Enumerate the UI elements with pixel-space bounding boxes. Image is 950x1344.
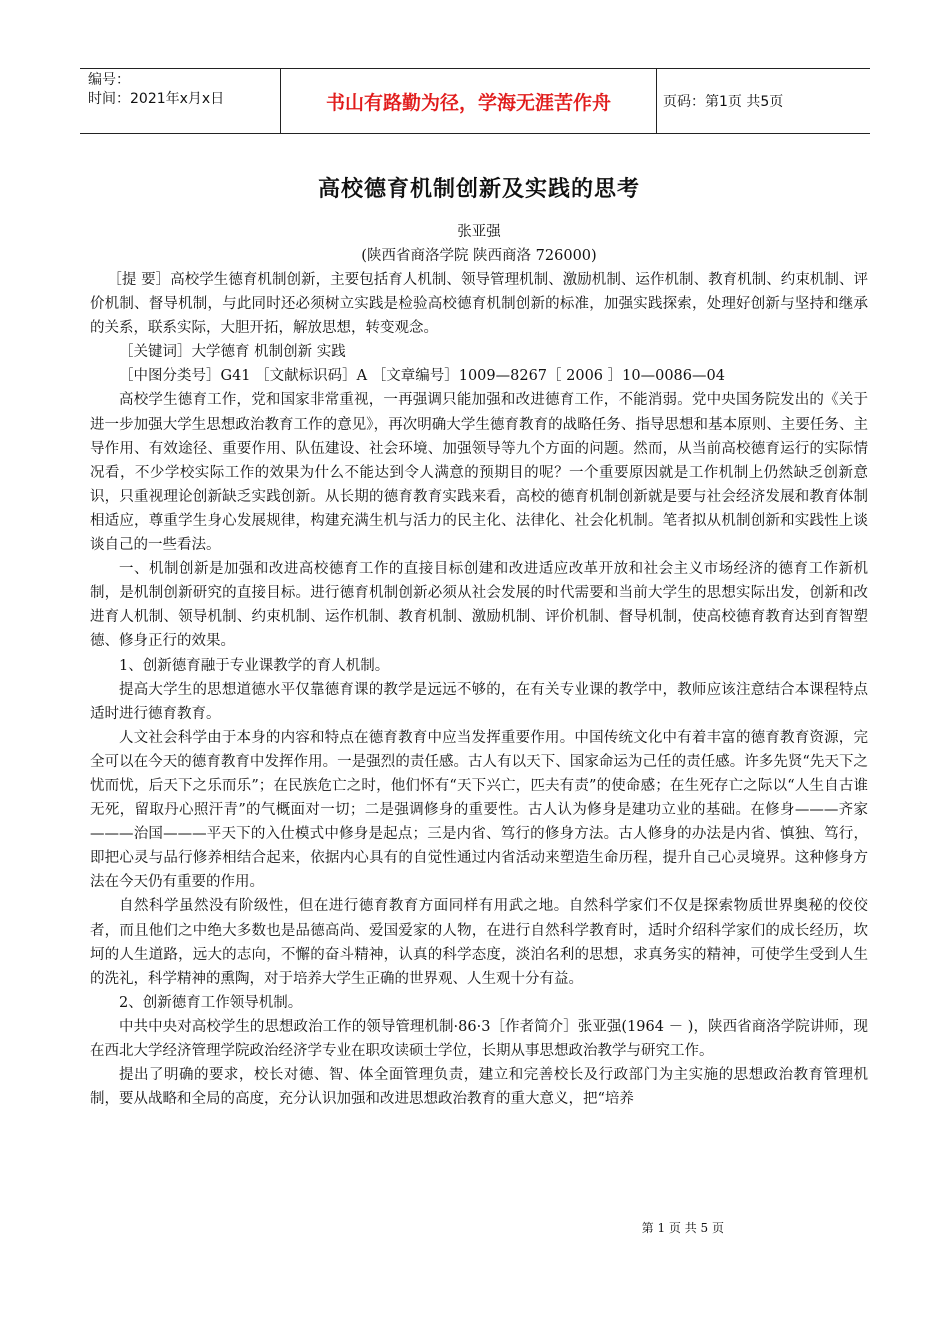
- date-label: 时间：2021年x月x日: [88, 91, 225, 107]
- abstract-paragraph: ［提 要］高校学生德育机制创新，主要包括育人机制、领导管理机制、激励机制、运作机制、教育机制、约束机制、评价机制、督导机制，与此同时还必须树立实践是检验高校德育机制创新的标准，加强实践探索，处理好创新与坚持和继承的关系，联系实际，大胆开拓，解放思想，转变观念。: [90, 272, 868, 337]
- body-paragraph: 中共中央对高校学生的思想政治工作的领导管理机制·86·3［作者简介］张亚强(1964 － )，陕西省商洛学院讲师，现在西北大学经济管理学院政治经济学专业在职攻读硕士学位，长期从事思想政治教学与研究工作。: [90, 1018, 868, 1059]
- body-paragraph: 高校学生德育工作，党和国家非常重视，一再强调只能加强和改进德育工作，不能消弱。党中央国务院发出的《关于进一步加强大学生思想政治教育工作的意见》，再次明确大学生德育教育的战略任务、指导思想和基本原则、主要任务、主导作用、有效途径、重要作用、队伍建设、社会环境、加强领导等九个方面的问题。然而，从当前高校德育运行的实际情况看，不少学校实际工作的效果为什么不能达到令人满意的预期目的呢？一个重要原因就是工作机制上仍然缺乏创新意识，只重视理论创新缺乏实践创新。从长期的德育教育实践来看，高校的德育机制创新就是要与社会经济发展和教育体制相适应，尊重学生身心发展规律，构建充满生机与活力的民主化、法律化、社会化机制。笔者拟从机制创新和实践性上谈谈自己的一些看法。: [90, 392, 868, 554]
- keywords-paragraph: ［关键词］大学德育 机制创新 实践: [119, 344, 346, 361]
- article-body: [90, 172, 868, 1111]
- page-footer: 第 1 页 共 5 页: [641, 1221, 724, 1235]
- motto: 书山有路勤为径，学海无涯苦作舟: [280, 69, 657, 133]
- number-label: 编号：: [88, 72, 130, 88]
- header-left-cell: [80, 69, 280, 133]
- page-header: [80, 68, 870, 134]
- body-paragraph: 一、机制创新是加强和改进高校德育工作的直接目标创建和改进适应改革开放和社会主义市场经济的德育工作新机制，是机制创新研究的直接目标。进行德育机制创新必须从社会发展的时代需要和当前大学生的思想实际出发，创新和改进育人机制、领导机制、约束机制、运作机制、教育机制、激励机制、评价机制、督导机制，使高校德育教育达到育智塑德、修身正行的效果。: [90, 561, 868, 650]
- article-title: 高校德育机制创新及实践的思考: [317, 177, 640, 202]
- section-heading: 1、创新德育融于专业课教学的育人机制。: [119, 657, 390, 674]
- classification-paragraph: ［中图分类号］G41 ［文献标识码］A ［文章编号］1009—8267［ 2006 ］10—0086—04: [119, 368, 725, 385]
- author-name: 张亚强: [457, 224, 501, 240]
- body-paragraph: 自然科学虽然没有阶级性，但在进行德育教育方面同样有用武之地。自然科学家们不仅是探索物质世界奥秘的佼佼者，而且他们之中绝大多数也是品德高尚、爱国爱家的人物，在进行自然科学教育时，适时介绍科学家们的成长经历，坎坷的人生道路，远大的志向，不懈的奋斗精神，认真的科学态度，淡泊名利的思想，求真务实的精神，可使学生受到人生的洗礼，科学精神的熏陶，对于培养大学生正确的世界观、人生观十分有益。: [90, 898, 868, 987]
- author-affiliation: (陕西省商洛学院 陕西商洛 726000): [361, 247, 597, 264]
- body-paragraph: 提高大学生的思想道德水平仅靠德育课的教学是远远不够的，在有关专业课的教学中，教师应该注意结合本课程特点适时进行德育教育。: [90, 681, 868, 722]
- body-paragraph: 人文社会科学由于本身的内容和特点在德育教育中应当发挥重要作用。中国传统文化中有着丰富的德育教育资源，完全可以在今天的德育教育中发挥作用。一是强烈的责任感。古人有以天下、国家命运为己任的责任感。许多先贤“先天下之忧而忧，后天下之乐而乐”；在民族危亡之时，他们怀有“天下兴亡，匹夫有责”的使命感；在生死存亡之际以“人生自古谁无死，留取丹心照汗青”的气概面对一切；二是强调修身的重要性。古人认为修身是建功立业的基础。在修身———齐家———治国———平天下的入仕模式中修身是起点；三是内省、笃行的修身方法。古人修身的办法是内省、慎独、笃行，即把心灵与品行修养相结合起来，依据内心具有的自觉性通过内省活动来塑造生命历程，提升自己心灵境界。这种修身方法在今天仍有重要的作用。: [90, 729, 868, 891]
- section-heading: 2、创新德育工作领导机制。: [119, 994, 303, 1011]
- body-paragraph: 提出了明确的要求，校长对德、智、体全面管理负责，建立和完善校长及行政部门为主实施的思想政治教育管理机制，要从战略和全局的高度，充分认识加强和改进思想政治教育的重大意义，把“培养: [90, 1067, 868, 1108]
- header-page-info: 页码：第1页 共5页: [663, 94, 784, 110]
